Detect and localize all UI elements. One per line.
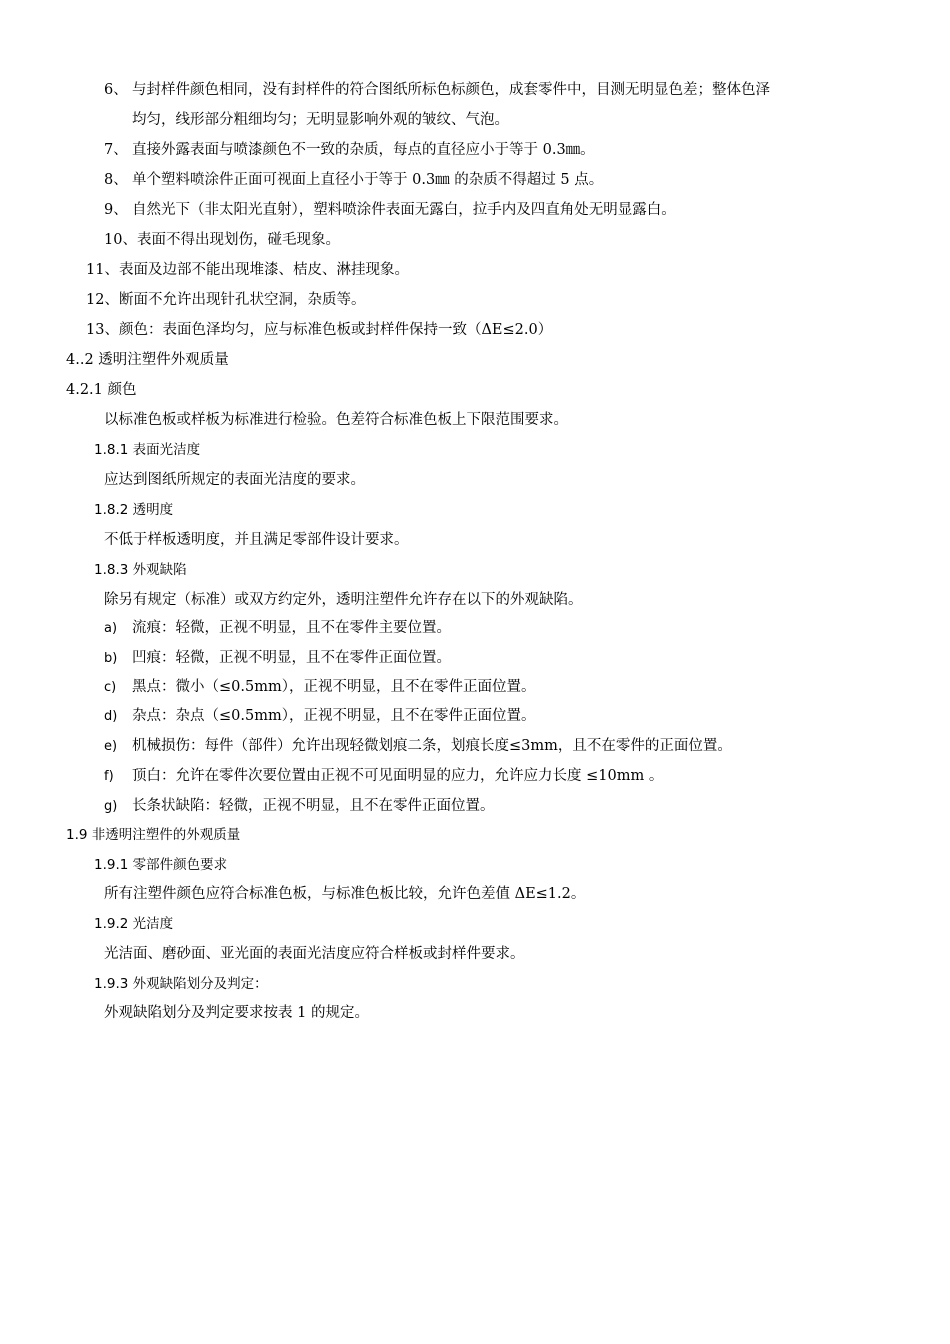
list-item-9 xyxy=(104,200,676,220)
list-item-8 xyxy=(104,170,603,190)
defect-text: 长条状缺陷：轻微，正视不明显，且不在零件正面位置。 xyxy=(132,798,495,814)
defect-item-g xyxy=(104,796,495,816)
section-body-4-2-1: 以标准色板或样板为标准进行检验。色差符合标准色板上下限范围要求。 xyxy=(104,412,568,428)
defect-text: 机械损伤：每件（部件）允许出现轻微划痕二条，划痕长度≤3mm，且不在零件的正面位置。 xyxy=(132,738,732,754)
defect-item-b xyxy=(104,648,451,668)
defect-text: 流痕：轻微，正视不明显，且不在零件主要位置。 xyxy=(132,620,451,636)
section-heading-1-9-3: 1.9.3 外观缺陷划分及判定： xyxy=(94,976,268,992)
item-text: 自然光下（非太阳光直射），塑料喷涂件表面无露白，拉手内及四直角处无明显露白。 xyxy=(132,202,676,218)
section-body-1-9-1: 所有注塑件颜色应符合标准色板，与标准色板比较，允许色差值 ΔE≤1.2。 xyxy=(104,886,586,902)
section-body-1-8-1: 应达到图纸所规定的表面光洁度的要求。 xyxy=(104,472,365,488)
defect-letter: e) xyxy=(104,739,118,754)
defect-letter: b) xyxy=(104,651,118,666)
defect-item-f xyxy=(104,766,663,786)
defect-text: 黑点：微小（≤0.5mm），正视不明显，且不在零件正面位置。 xyxy=(132,679,536,695)
list-item-12: 12、断面不允许出现针孔状空洞，杂质等。 xyxy=(86,292,366,308)
defect-letter: f) xyxy=(104,769,114,784)
defect-item-e xyxy=(104,736,732,756)
defect-letter: a) xyxy=(104,621,118,636)
defect-letter: c) xyxy=(104,680,117,695)
section-heading-1-9-1: 1.9.1 零部件颜色要求 xyxy=(94,857,228,873)
section-body-1-8-3: 除另有规定（标准）或双方约定外，透明注塑件允许存在以下的外观缺陷。 xyxy=(104,592,583,608)
section-body-1-9-3: 外观缺陷划分及判定要求按表 1 的规定。 xyxy=(104,1005,369,1021)
item-text: 直接外露表面与喷漆颜色不一致的杂质，每点的直径应小于等于 0.3㎜。 xyxy=(132,142,595,158)
defect-letter: g) xyxy=(104,799,118,814)
defect-item-d xyxy=(104,706,535,726)
section-body-1-9-2: 光洁面、磨砂面、亚光面的表面光洁度应符合样板或封样件要求。 xyxy=(104,946,525,962)
list-item-13: 13、颜色：表面色泽均匀，应与标准色板或封样件保持一致（ΔE≤2.0） xyxy=(86,322,553,338)
item-number: 6、 xyxy=(104,82,128,98)
list-item-6-continuation xyxy=(132,110,509,130)
section-heading-1-8-2: 1.8.2 透明度 xyxy=(94,502,174,518)
item-number: 9、 xyxy=(104,202,128,218)
list-item-11: 11、表面及边部不能出现堆漆、桔皮、淋挂现象。 xyxy=(86,262,409,278)
item-number: 8、 xyxy=(104,172,128,188)
item-number: 7、 xyxy=(104,142,128,158)
defect-text: 顶白：允许在零件次要位置由正视不可见面明显的应力，允许应力长度 ≤10mm 。 xyxy=(132,768,664,784)
section-heading-4-2-1: 4.2.1 颜色 xyxy=(66,382,137,398)
section-heading-1-9: 1.9 非透明注塑件的外观质量 xyxy=(66,827,241,843)
section-body-1-8-2: 不低于样板透明度，并且满足零部件设计要求。 xyxy=(104,532,409,548)
item-text: 与封样件颜色相同，没有封样件的符合图纸所标色标颜色，成套零件中，目测无明显色差；整体色泽 xyxy=(132,82,770,98)
list-item-7 xyxy=(104,140,595,160)
defect-letter: d) xyxy=(104,709,118,724)
defect-text: 杂点：杂点（≤0.5mm），正视不明显，且不在零件正面位置。 xyxy=(132,708,536,724)
section-heading-1-8-3: 1.8.3 外观缺陷 xyxy=(94,562,187,578)
section-heading-1-9-2: 1.9.2 光洁度 xyxy=(94,916,174,932)
defect-text: 凹痕：轻微，正视不明显，且不在零件正面位置。 xyxy=(132,650,451,666)
item-text: 单个塑料喷涂件正面可视面上直径小于等于 0.3㎜ 的杂质不得超过 5 点。 xyxy=(132,172,604,188)
list-item-10: 10、表面不得出现划伤，碰毛现象。 xyxy=(104,232,340,248)
section-heading-1-8-1: 1.8.1 表面光洁度 xyxy=(94,442,201,458)
defect-item-c xyxy=(104,677,535,697)
list-item-6 xyxy=(104,80,770,100)
item-text: 均匀，线形部分粗细均匀；无明显影响外观的皱纹、气泡。 xyxy=(132,112,509,128)
defect-item-a xyxy=(104,618,451,638)
section-heading-4-2: 4..2 透明注塑件外观质量 xyxy=(66,352,229,368)
